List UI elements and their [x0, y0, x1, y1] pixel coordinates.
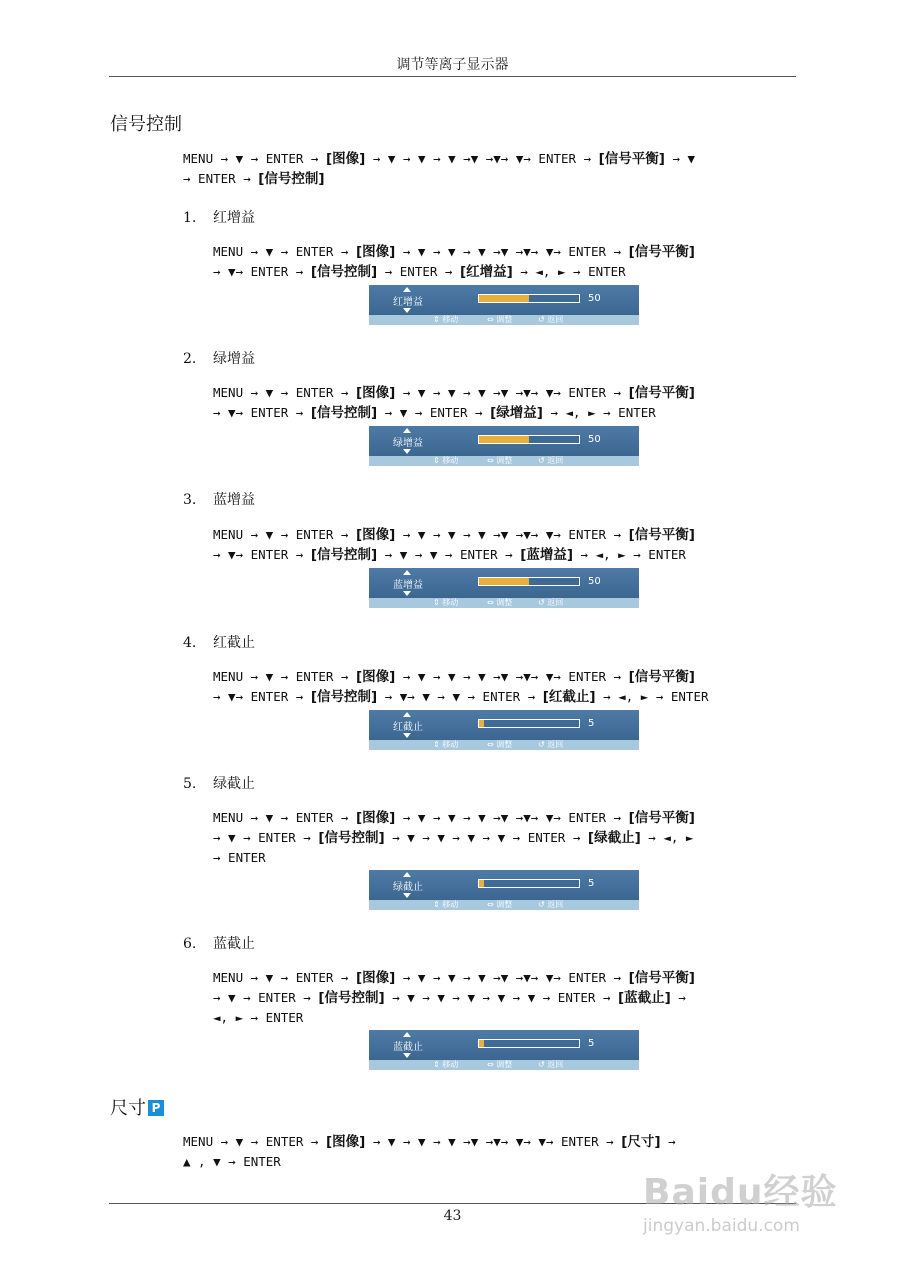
menu-key-sequence: → ▼→ ENTER →	[213, 264, 311, 279]
menu-key-sequence: → ▼ → ▼ → ▼ →▼ →▼→ ▼→ ENTER →	[395, 527, 629, 542]
item-number: 5.	[183, 776, 197, 792]
menu-item-label: [图像]	[356, 669, 396, 685]
osd-help-adjust	[487, 740, 512, 750]
menu-key-sequence: → ◄, ► → ENTER	[542, 405, 656, 420]
menu-path-green-gain	[213, 383, 695, 423]
section-heading-size	[110, 1094, 164, 1120]
menu-path-line	[213, 808, 695, 828]
menu-item-label: [信号控制]	[258, 171, 325, 187]
osd-help-text: 调整	[496, 900, 513, 909]
menu-path-line	[213, 667, 709, 687]
item-title: 红截止	[213, 635, 255, 651]
osd-help-text: 返回	[547, 598, 564, 607]
osd-help-text: 返回	[547, 740, 564, 749]
menu-item-label: [信号控制]	[310, 264, 378, 280]
menu-key-sequence: → ◄, ►	[640, 830, 694, 845]
menu-key-sequence: → ◄, ► → ENTER	[512, 264, 626, 279]
osd-main-row	[369, 1030, 639, 1060]
item-number: 6.	[183, 936, 197, 952]
menu-path-line	[213, 262, 695, 282]
menu-key-sequence: → ▼→ ENTER →	[213, 689, 311, 704]
adjust-icon: ⇔	[487, 1060, 497, 1069]
menu-item-label: [信号控制]	[318, 830, 385, 846]
osd-help-text: 移动	[442, 1060, 459, 1069]
section-heading-text: 尺寸	[110, 1098, 146, 1119]
osd-value: 50	[588, 434, 601, 445]
osd-help-adjust	[487, 1060, 512, 1070]
return-icon: ↺	[538, 315, 548, 324]
menu-item-label: [信号平衡]	[598, 151, 665, 167]
osd-main-row	[369, 710, 639, 740]
return-icon: ↺	[538, 900, 548, 909]
osd-help-adjust	[487, 315, 512, 325]
menu-item-label: [信号平衡]	[628, 669, 695, 685]
osd-help-bar	[369, 315, 639, 325]
osd-help-text: 调整	[496, 456, 513, 465]
menu-item-label: [图像]	[326, 151, 366, 167]
osd-slider-fill	[479, 720, 484, 727]
menu-path-line	[213, 242, 695, 262]
item-title-red-gain	[183, 207, 255, 227]
section-heading-signal-control: 信号控制	[110, 114, 182, 135]
header-divider	[109, 76, 796, 77]
menu-item-label: [尺寸]	[621, 1134, 661, 1150]
menu-path-line	[213, 383, 695, 403]
osd-label: 红增益	[393, 297, 423, 308]
up-down-arrows-icon	[403, 872, 411, 898]
menu-path-line	[213, 828, 695, 848]
osd-value: 5	[588, 878, 595, 889]
menu-key-sequence: → ▼ → ENTER →	[213, 830, 319, 845]
osd-help-move	[433, 456, 458, 466]
menu-path-line	[213, 1008, 695, 1027]
menu-item-label: [图像]	[356, 244, 396, 260]
item-title: 蓝截止	[213, 936, 255, 952]
osd-help-bar	[369, 740, 639, 750]
osd-help-bar	[369, 456, 639, 466]
page-header-title: 调节等离子显示器	[396, 57, 509, 73]
up-down-arrows-icon	[403, 1032, 411, 1058]
osd-help-move	[433, 598, 458, 608]
osd-help-text: 返回	[547, 900, 564, 909]
osd-slider	[478, 719, 580, 728]
osd-help-text: 移动	[442, 456, 459, 465]
adjust-icon: ⇔	[487, 315, 497, 324]
item-title: 绿截止	[213, 776, 255, 792]
up-down-arrows-icon	[403, 570, 411, 596]
menu-key-sequence: ▲ , ▼ → ENTER	[183, 1154, 281, 1169]
move-icon: ⇕	[433, 456, 443, 465]
menu-path-red-gain	[213, 242, 695, 282]
item-title-green-cutoff	[183, 773, 255, 793]
menu-key-sequence: → ▼ → ▼ → ▼ → ▼ → ENTER →	[384, 830, 588, 845]
move-icon: ⇕	[433, 740, 443, 749]
osd-main-row	[369, 426, 639, 456]
osd-help-return	[538, 315, 563, 325]
menu-item-label: [信号控制]	[310, 689, 378, 705]
osd-help-return	[538, 598, 563, 608]
osd-help-bar	[369, 598, 639, 608]
menu-key-sequence: → ▼→ ENTER →	[213, 547, 311, 562]
menu-path-blue-cutoff	[213, 968, 695, 1027]
item-title-blue-gain	[183, 489, 255, 509]
menu-key-sequence: ◄, ► → ENTER	[213, 1010, 304, 1025]
item-title: 蓝增益	[213, 492, 255, 508]
osd-help-bar	[369, 900, 639, 910]
osd-help-return	[538, 900, 563, 910]
menu-key-sequence: MENU → ▼ → ENTER →	[213, 385, 356, 400]
menu-path-line	[213, 968, 695, 988]
menu-path-green-cutoff	[213, 808, 695, 867]
osd-help-move	[433, 1060, 458, 1070]
osd-slider	[478, 435, 580, 444]
menu-key-sequence: MENU → ▼ → ENTER →	[213, 810, 356, 825]
menu-item-label: [信号平衡]	[628, 385, 695, 401]
osd-slider	[478, 577, 580, 586]
item-number: 1.	[183, 210, 197, 226]
adjust-icon: ⇔	[487, 740, 497, 749]
osd-label: 蓝增益	[393, 580, 423, 591]
menu-path-line	[183, 169, 695, 189]
menu-item-label: [信号控制]	[318, 990, 385, 1006]
osd-value: 50	[588, 576, 601, 587]
osd-help-text: 移动	[442, 740, 459, 749]
osd-value: 50	[588, 293, 601, 304]
menu-path-line	[213, 848, 695, 867]
menu-item-label: [图像]	[326, 1134, 366, 1150]
page-number: 43	[443, 1208, 462, 1224]
osd-slider	[478, 1039, 580, 1048]
osd-slider-fill	[479, 578, 529, 585]
menu-key-sequence: MENU → ▼ → ENTER →	[183, 151, 326, 166]
up-down-arrows-icon	[403, 712, 411, 738]
menu-path-signal-control	[183, 149, 695, 189]
osd-help-text: 调整	[496, 315, 513, 324]
osd-slider-fill	[479, 295, 529, 302]
menu-key-sequence: → ◄, ► → ENTER	[595, 689, 709, 704]
menu-item-label: [红截止]	[542, 689, 596, 705]
menu-key-sequence: MENU → ▼ → ENTER →	[213, 244, 356, 259]
menu-key-sequence: → ▼ → ▼ → ▼ →▼ →▼→ ▼→ ENTER →	[395, 970, 629, 985]
osd-help-bar	[369, 1060, 639, 1070]
move-icon: ⇕	[433, 598, 443, 607]
osd-help-move	[433, 315, 458, 325]
item-title: 红增益	[213, 210, 255, 226]
menu-item-label: [绿截止]	[587, 830, 641, 846]
menu-key-sequence: → ENTER	[213, 850, 266, 865]
adjust-icon: ⇔	[487, 456, 497, 465]
move-icon: ⇕	[433, 900, 443, 909]
osd-help-text: 返回	[547, 456, 564, 465]
watermark-logo: Baidu经验	[643, 1172, 838, 1213]
move-icon: ⇕	[433, 315, 443, 324]
menu-path-line	[213, 988, 695, 1008]
menu-key-sequence: MENU → ▼ → ENTER →	[213, 669, 356, 684]
osd-help-adjust	[487, 598, 512, 608]
osd-label: 绿增益	[393, 438, 423, 449]
return-icon: ↺	[538, 740, 548, 749]
menu-path-line	[213, 525, 695, 545]
menu-key-sequence: → ▼ → ▼ → ▼ →▼ →▼→ ▼→ ENTER →	[395, 385, 629, 400]
item-title: 绿增益	[213, 351, 255, 367]
menu-key-sequence: MENU → ▼ → ENTER →	[213, 527, 356, 542]
osd-value: 5	[588, 1038, 595, 1049]
item-number: 3.	[183, 492, 197, 508]
adjust-icon: ⇔	[487, 900, 497, 909]
menu-key-sequence: → ▼	[664, 151, 696, 166]
osd-slider-fill	[479, 436, 529, 443]
item-number: 4.	[183, 635, 197, 651]
menu-item-label: [信号控制]	[310, 547, 378, 563]
osd-label: 红截止	[393, 722, 423, 733]
osd-help-text: 返回	[547, 315, 564, 324]
osd-help-return	[538, 456, 563, 466]
osd-panel-blue-cutoff	[369, 1030, 639, 1070]
osd-help-adjust	[487, 900, 512, 910]
osd-label: 绿截止	[393, 882, 423, 893]
osd-help-text: 返回	[547, 1060, 564, 1069]
osd-help-text: 移动	[442, 900, 459, 909]
menu-key-sequence: →	[660, 1134, 676, 1149]
osd-slider-fill	[479, 1040, 484, 1047]
menu-key-sequence: → ▼→ ▼ → ▼ → ENTER →	[377, 689, 543, 704]
menu-key-sequence: → ◄, ► → ENTER	[573, 547, 686, 562]
osd-help-text: 调整	[496, 598, 513, 607]
menu-key-sequence: MENU → ▼ → ENTER →	[213, 970, 356, 985]
menu-key-sequence: → ▼ → ▼ → ▼ →▼ →▼→ ▼→ ENTER →	[395, 244, 629, 259]
menu-item-label: [信号平衡]	[628, 810, 695, 826]
menu-item-label: [信号平衡]	[628, 244, 695, 260]
menu-item-label: [信号平衡]	[628, 527, 695, 543]
menu-key-sequence: → ▼ → ▼ → ▼ →▼ →▼→ ▼→ ENTER →	[365, 151, 599, 166]
osd-help-return	[538, 1060, 563, 1070]
menu-item-label: [蓝增益]	[520, 547, 574, 563]
return-icon: ↺	[538, 456, 548, 465]
osd-panel-red-gain	[369, 285, 639, 325]
menu-item-label: [蓝截止]	[618, 990, 671, 1006]
menu-path-line	[183, 1132, 676, 1152]
item-title-blue-cutoff	[183, 933, 255, 953]
menu-key-sequence: → ENTER →	[183, 171, 259, 186]
menu-key-sequence: → ENTER →	[377, 264, 460, 279]
menu-key-sequence: → ▼ → ENTER →	[213, 990, 319, 1005]
osd-panel-green-cutoff	[369, 870, 639, 910]
menu-key-sequence: → ▼ → ▼ → ▼ → ▼ → ▼ → ENTER →	[384, 990, 618, 1005]
watermark-url: jingyan.baidu.com	[643, 1216, 800, 1236]
menu-item-label: [红增益]	[459, 264, 513, 280]
item-title-red-cutoff	[183, 632, 255, 652]
osd-help-adjust	[487, 456, 512, 466]
osd-slider	[478, 879, 580, 888]
osd-slider	[478, 294, 580, 303]
menu-key-sequence: → ▼ → ▼ → ▼ →▼ →▼→ ▼→ ENTER →	[395, 810, 629, 825]
osd-help-text: 调整	[496, 740, 513, 749]
menu-item-label: [图像]	[356, 810, 396, 826]
osd-help-move	[433, 900, 458, 910]
osd-value: 5	[588, 718, 595, 729]
osd-help-text: 移动	[442, 315, 459, 324]
return-icon: ↺	[538, 1060, 548, 1069]
menu-item-label: [图像]	[356, 970, 396, 986]
menu-item-label: [信号平衡]	[628, 970, 695, 986]
osd-panel-green-gain	[369, 426, 639, 466]
adjust-icon: ⇔	[487, 598, 497, 607]
menu-key-sequence: → ▼ → ▼ → ▼ →▼ →▼→ ▼→ ENTER →	[395, 669, 629, 684]
osd-help-text: 调整	[496, 1060, 513, 1069]
menu-item-label: [图像]	[356, 385, 396, 401]
menu-path-line	[183, 1152, 676, 1171]
menu-path-size	[183, 1132, 676, 1171]
menu-key-sequence: → ▼→ ENTER →	[213, 405, 311, 420]
menu-key-sequence: → ▼ → ▼ → ▼ →▼ →▼→ ▼→ ▼→ ENTER →	[365, 1134, 622, 1149]
menu-path-blue-gain	[213, 525, 695, 565]
osd-help-return	[538, 740, 563, 750]
up-down-arrows-icon	[403, 287, 411, 313]
menu-key-sequence: →	[670, 990, 686, 1005]
baidu-watermark	[643, 1150, 853, 1245]
menu-item-label: [信号控制]	[310, 405, 378, 421]
osd-main-row	[369, 285, 639, 315]
p-badge-icon: P	[148, 1100, 164, 1116]
menu-path-line	[213, 545, 695, 565]
menu-key-sequence: MENU → ▼ → ENTER →	[183, 1134, 326, 1149]
item-title-green-gain	[183, 348, 255, 368]
osd-panel-red-cutoff	[369, 710, 639, 750]
move-icon: ⇕	[433, 1060, 443, 1069]
osd-panel-blue-gain	[369, 568, 639, 608]
menu-path-line	[183, 149, 695, 169]
osd-slider-fill	[479, 880, 484, 887]
osd-main-row	[369, 568, 639, 598]
menu-key-sequence: → ▼ → ENTER →	[377, 405, 491, 420]
menu-item-label: [图像]	[356, 527, 396, 543]
return-icon: ↺	[538, 598, 548, 607]
item-number: 2.	[183, 351, 197, 367]
osd-main-row	[369, 870, 639, 900]
menu-path-red-cutoff	[213, 667, 709, 707]
up-down-arrows-icon	[403, 428, 411, 454]
menu-key-sequence: → ▼ → ▼ → ENTER →	[377, 547, 521, 562]
osd-help-move	[433, 740, 458, 750]
menu-path-line	[213, 403, 695, 423]
osd-label: 蓝截止	[393, 1042, 423, 1053]
menu-path-line	[213, 687, 709, 707]
osd-help-text: 移动	[442, 598, 459, 607]
menu-item-label: [绿增益]	[490, 405, 543, 421]
